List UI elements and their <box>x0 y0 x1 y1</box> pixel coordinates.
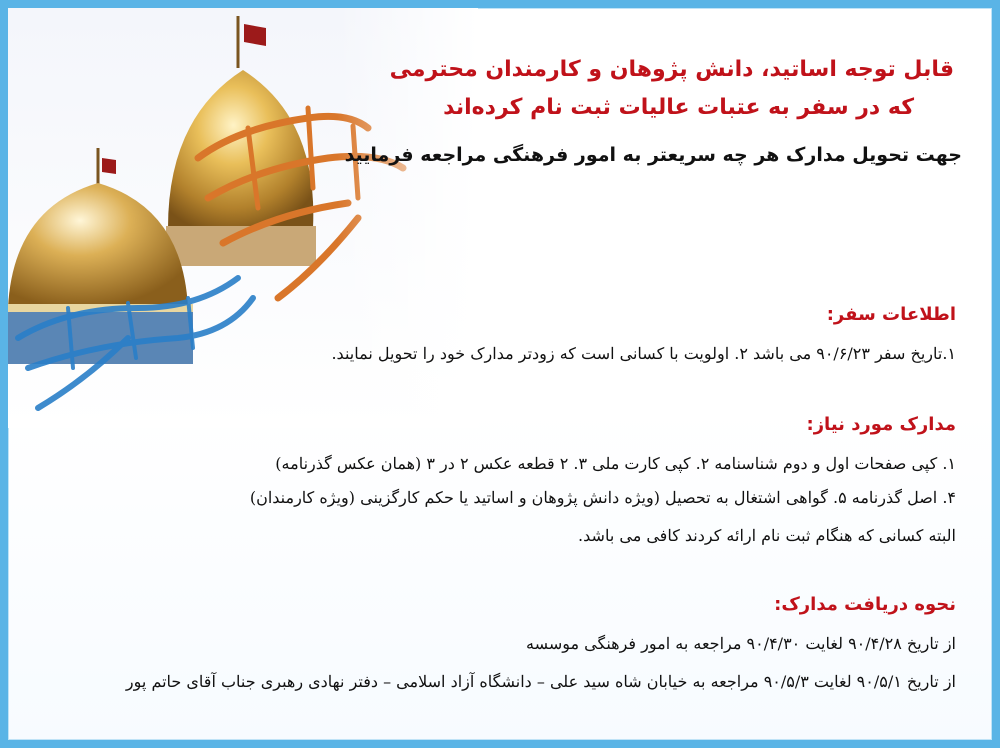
required-docs-line: ۱. کپی صفحات اول و دوم شناسنامه ۲. کپی کارت ملی ۳. ۲ قطعه عکس ۲ در ۳ (همان عکس گذرنامه) <box>275 454 956 473</box>
required-docs-title: مدارک مورد نیاز: <box>806 414 956 435</box>
receive-docs-title: نحوه دریافت مدارک: <box>774 594 956 615</box>
receive-docs-line: از تاریخ ۹۰/۴/۲۸ لغایت ۹۰/۴/۳۰ مراجعه به امور فرهنگی موسسه <box>525 634 956 653</box>
trip-info-line: ۱.تاریخ سفر ۹۰/۶/۲۳ می باشد ۲. اولویت با کسانی است که زودتر مدارک خود را تحویل نمایند. <box>331 344 956 363</box>
required-docs-line: ۴. اصل گذرنامه ۵. گواهی اشتغال به تحصیل (ویژه دانش پژوهان و اساتید یا حکم کارگزینی (ویژه کارمندان) <box>249 488 956 507</box>
required-docs-note: البته کسانی که هنگام ثبت نام ارائه کردند کافی می باشد. <box>578 526 956 545</box>
trip-info-title: اطلاعات سفر: <box>826 304 956 325</box>
receive-docs-line: از تاریخ ۹۰/۵/۱ لغایت ۹۰/۵/۳ مراجعه به خیابان شاه سید علی – دانشگاه آزاد اسلامی – دفتر نهادی رهبری جناب آقای حاتم پور <box>125 672 956 691</box>
headline-line-2: که در سفر به عتبات عالیات ثبت نام کرده‌اند <box>443 95 914 120</box>
headline-line-1: قابل توجه اساتید، دانش پژوهان و کارمندان محترمی <box>389 57 954 82</box>
instruction-line: جهت تحویل مدارک هر چه سریعتر به امور فرهنگی مراجعه فرمایید <box>344 144 962 166</box>
